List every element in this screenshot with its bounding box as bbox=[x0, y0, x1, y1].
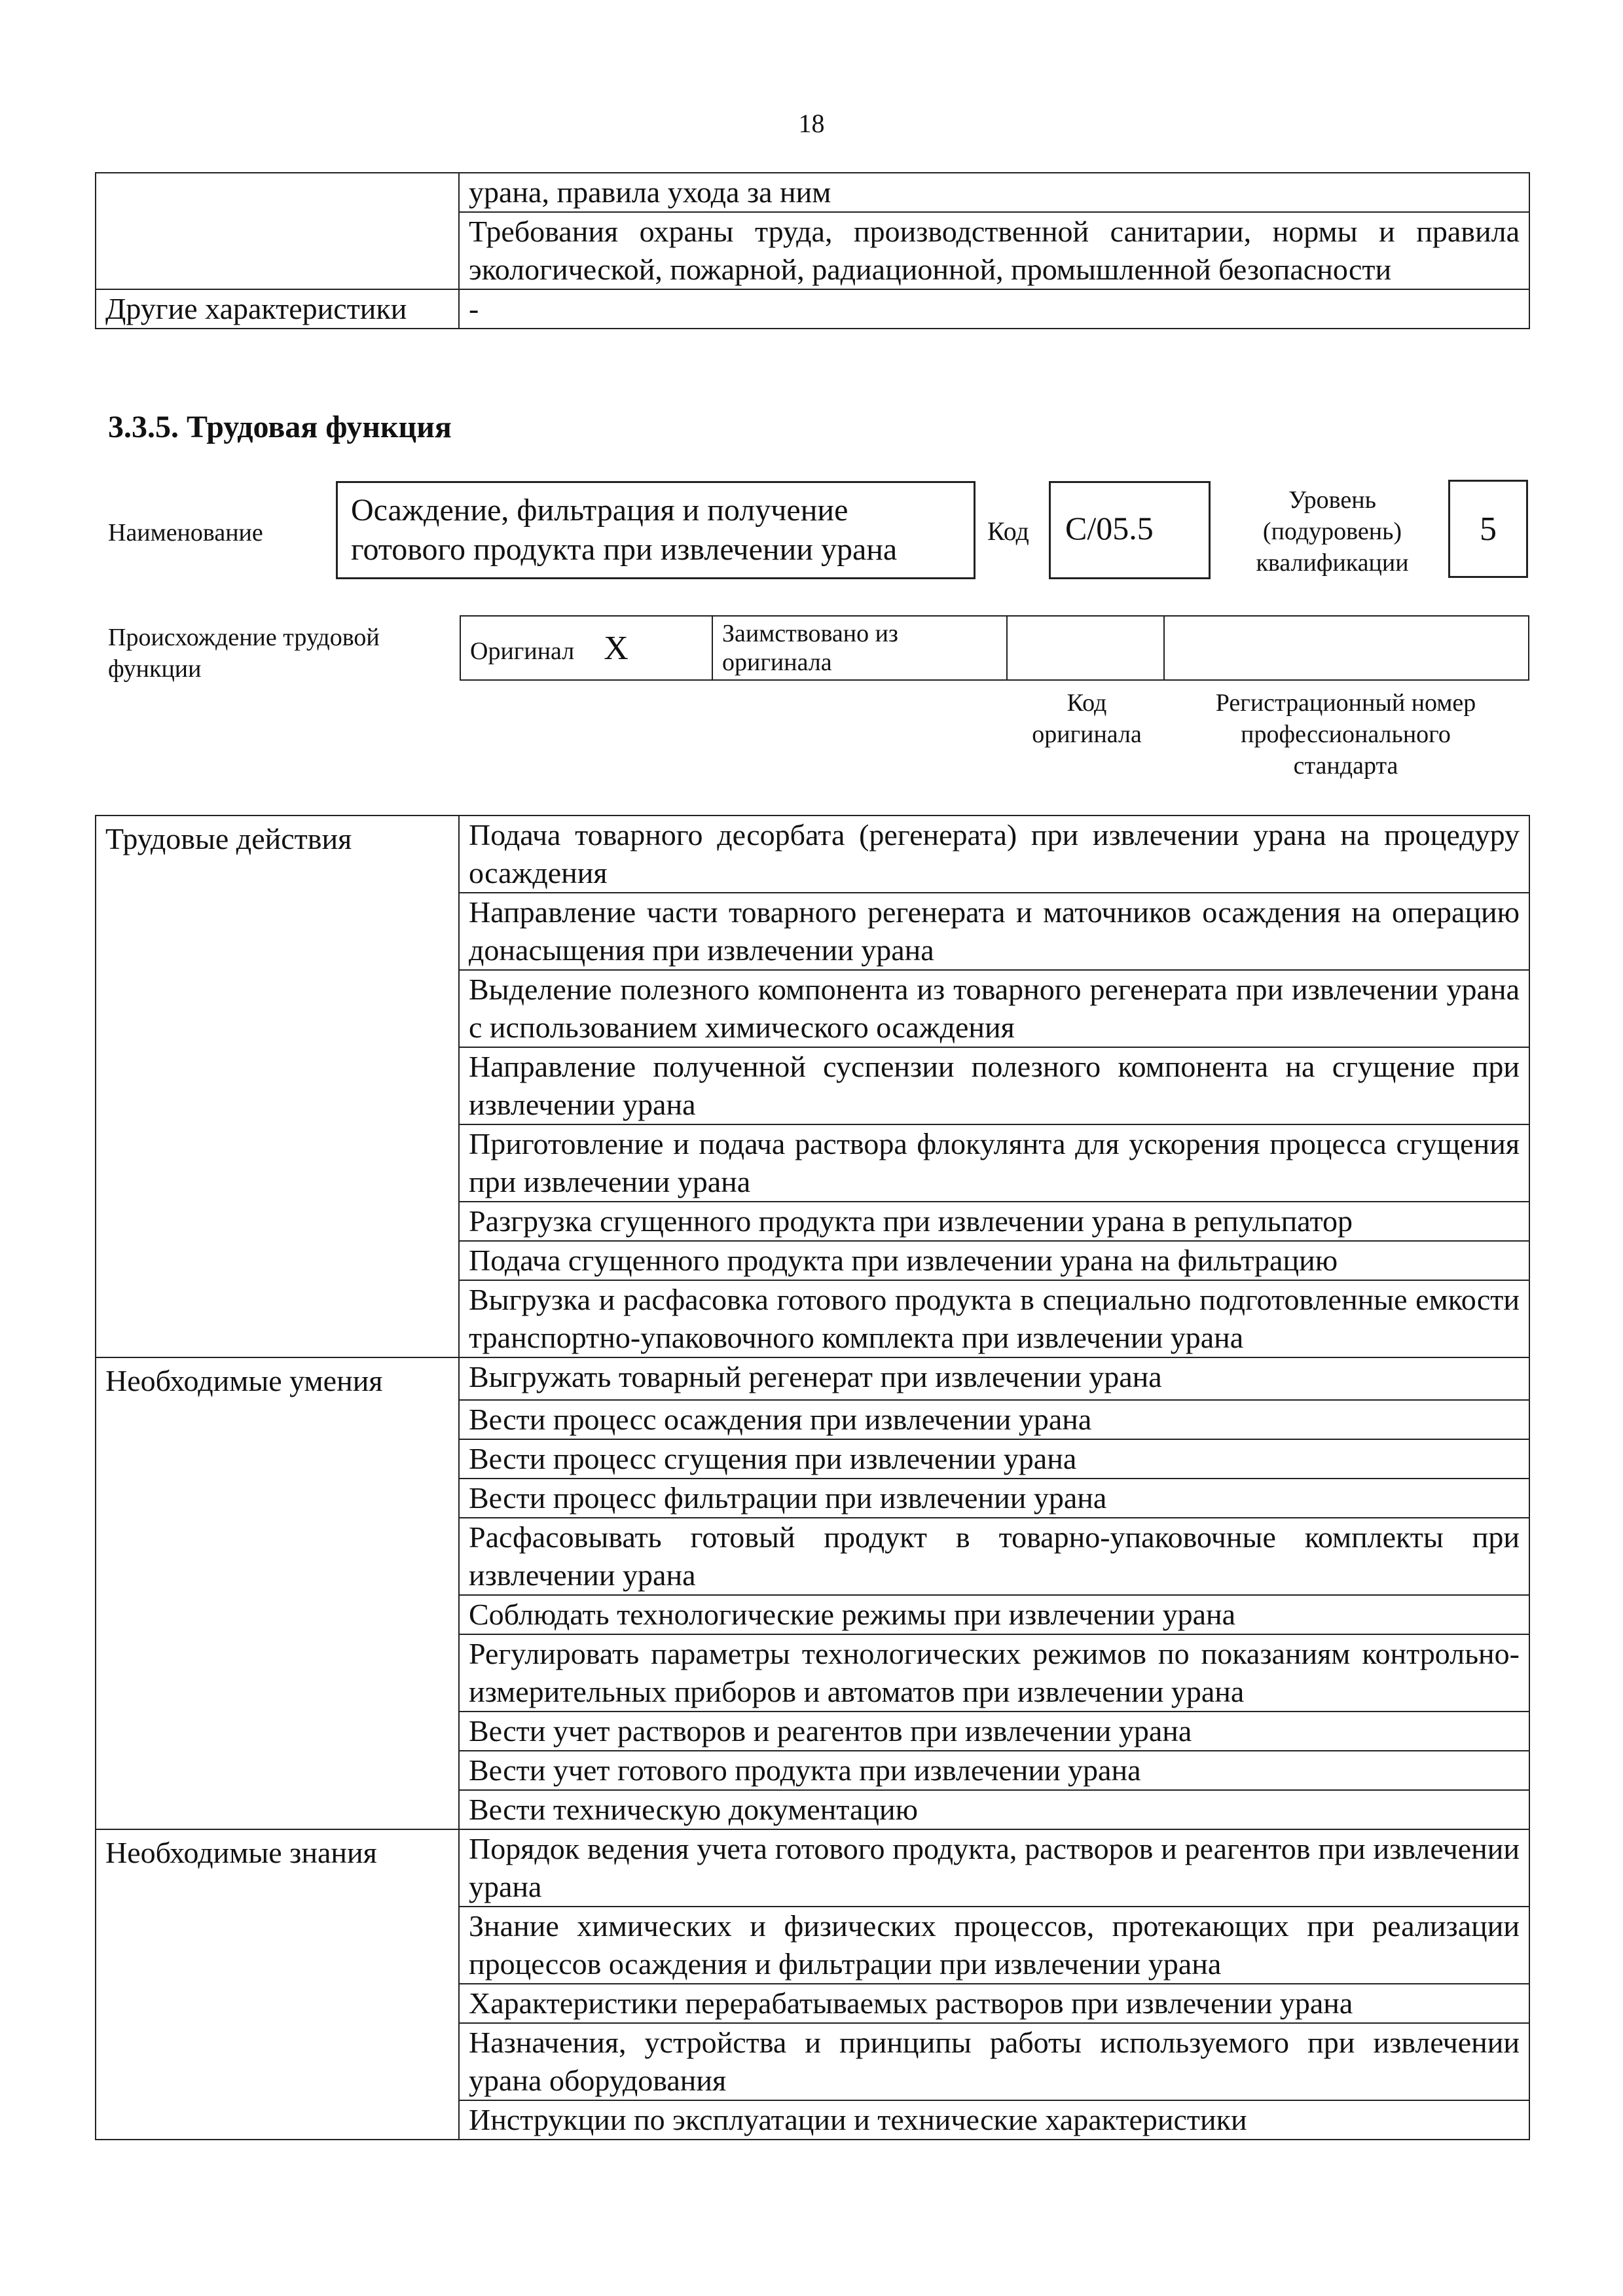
borrowed-cell bbox=[712, 616, 1007, 680]
table-row bbox=[96, 816, 1529, 893]
origin-label bbox=[108, 622, 380, 685]
table-row bbox=[96, 1984, 1529, 2023]
category-continuation bbox=[96, 1984, 459, 2023]
category-continuation bbox=[96, 2023, 459, 2100]
list-item: Инструкции по эксплуатации и технические характеристики bbox=[459, 2100, 1529, 2140]
list-item: Приготовление и подача раствора флокулянта для ускорения процесса сгущения при извлечении урана bbox=[459, 1124, 1529, 1202]
category-continuation bbox=[96, 1712, 459, 1751]
list-item: Подача товарного десорбата (регенерата) при извлечении урана на процедуру осаждения bbox=[459, 816, 1529, 893]
list-item: Соблюдать технологические режимы при извлечении урана bbox=[459, 1595, 1529, 1634]
row-value: Требования охраны труда, производственной санитарии, нормы и правила экологической, пожарной, радиационной, промышленной безопасности bbox=[459, 212, 1529, 289]
category-continuation bbox=[96, 1124, 459, 1202]
level-label-line: Уровень bbox=[1288, 486, 1376, 514]
list-item: Знание химических и физических процессов, протекающих при реализации процессов осаждения и фильтрации при извлечении урана bbox=[459, 1907, 1529, 1984]
table-row bbox=[96, 1124, 1529, 1202]
table-row bbox=[96, 1790, 1529, 1829]
table-row bbox=[96, 1241, 1529, 1280]
table-row bbox=[96, 1357, 1529, 1400]
row-label bbox=[96, 173, 459, 212]
table-row bbox=[96, 173, 1529, 212]
code-label: Код bbox=[987, 516, 1029, 546]
list-item: Вести техническую документацию bbox=[459, 1790, 1529, 1829]
table-row bbox=[96, 1595, 1529, 1634]
original-cell bbox=[460, 616, 712, 680]
list-item: Выгружать товарный регенерат при извлечении урана bbox=[459, 1357, 1529, 1400]
table-row bbox=[96, 212, 1529, 289]
continuation-table bbox=[95, 172, 1530, 329]
table-row bbox=[96, 2023, 1529, 2100]
original-mark: X bbox=[604, 629, 629, 667]
category-continuation bbox=[96, 2100, 459, 2140]
table-row bbox=[96, 1907, 1529, 1984]
table-row bbox=[96, 1518, 1529, 1595]
list-item: Порядок ведения учета готового продукта, растворов и реагентов при извлечении урана bbox=[459, 1829, 1529, 1907]
code-note bbox=[1008, 687, 1165, 750]
category-continuation bbox=[96, 1479, 459, 1518]
list-item: Расфасовывать готовый продукт в товарно-упаковочные комплекты при извлечении урана bbox=[459, 1518, 1529, 1595]
list-item: Характеристики перерабатываемых растворов при извлечении урана bbox=[459, 1984, 1529, 2023]
table-row bbox=[96, 2100, 1529, 2140]
level-label bbox=[1234, 484, 1431, 579]
table-row bbox=[96, 1280, 1529, 1357]
category-continuation bbox=[96, 1790, 459, 1829]
category-continuation bbox=[96, 1400, 459, 1439]
table-row bbox=[96, 1400, 1529, 1439]
category-continuation bbox=[96, 1439, 459, 1479]
table-row bbox=[96, 289, 1529, 329]
category-continuation bbox=[96, 970, 459, 1047]
category-label: Необходимые умения bbox=[96, 1357, 459, 1400]
category-continuation bbox=[96, 1202, 459, 1241]
function-details-table bbox=[95, 815, 1530, 2140]
list-item: Вести учет растворов и реагентов при извлечении урана bbox=[459, 1712, 1529, 1751]
table-row bbox=[96, 970, 1529, 1047]
row-value: урана, правила ухода за ним bbox=[459, 173, 1529, 212]
table-row bbox=[96, 1829, 1529, 1907]
list-item: Подача сгущенного продукта при извлечении урана на фильтрацию bbox=[459, 1241, 1529, 1280]
level-value-box: 5 bbox=[1448, 480, 1528, 578]
list-item: Вести процесс сгущения при извлечении урана bbox=[459, 1439, 1529, 1479]
row-label: Другие характеристики bbox=[96, 289, 459, 329]
category-continuation bbox=[96, 1751, 459, 1790]
borrowed-label: оригинала bbox=[722, 649, 832, 676]
list-item: Выгрузка и расфасовка готового продукта в специально подготовленные емкости транспортно-упаковочного комплекта при извлечении урана bbox=[459, 1280, 1529, 1357]
borrowed-label: Заимствовано из bbox=[722, 620, 898, 647]
list-item: Направление полученной суспензии полезного компонента на сгущение при извлечении урана bbox=[459, 1047, 1529, 1124]
origin-code-cell bbox=[1007, 616, 1164, 680]
category-continuation bbox=[96, 1280, 459, 1357]
list-item: Назначения, устройства и принципы работы используемого при извлечении урана оборудования bbox=[459, 2023, 1529, 2100]
registration-number-cell bbox=[1164, 616, 1529, 680]
name-label: Наименование bbox=[108, 519, 263, 547]
category-continuation bbox=[96, 1595, 459, 1634]
category-continuation bbox=[96, 1907, 459, 1984]
category-continuation bbox=[96, 893, 459, 970]
origin-table bbox=[460, 615, 1529, 681]
function-code-box: C/05.5 bbox=[1049, 481, 1211, 579]
list-item: Вести учет готового продукта при извлечении урана bbox=[459, 1751, 1529, 1790]
code-note-line: оригинала bbox=[1032, 721, 1142, 748]
table-row bbox=[96, 1634, 1529, 1712]
code-note-line: Код bbox=[1067, 689, 1107, 717]
list-item: Направление части товарного регенерата и маточников осаждения на операцию донасыщения при извлечении урана bbox=[459, 893, 1529, 970]
table-row bbox=[96, 1202, 1529, 1241]
list-item: Вести процесс осаждения при извлечении урана bbox=[459, 1400, 1529, 1439]
origin-label-line: функции bbox=[108, 655, 202, 683]
list-item: Выделение полезного компонента из товарного регенерата при извлечении урана с использованием химического осаждения bbox=[459, 970, 1529, 1047]
table-row bbox=[96, 1439, 1529, 1479]
registration-note-line: стандарта bbox=[1293, 752, 1398, 780]
page-number: 18 bbox=[798, 109, 825, 138]
category-continuation bbox=[96, 1047, 459, 1124]
category-continuation bbox=[96, 1634, 459, 1712]
row-value: - bbox=[459, 289, 1529, 329]
list-item: Регулировать параметры технологических режимов по показаниям контрольно-измерительных приборов и автоматов при извлечении урана bbox=[459, 1634, 1529, 1712]
registration-note-line: профессионального bbox=[1241, 721, 1451, 748]
registration-note-line: Регистрационный номер bbox=[1215, 689, 1476, 717]
original-label: Оригинал bbox=[470, 637, 575, 665]
level-label-line: (подуровень) bbox=[1262, 518, 1402, 545]
level-label-line: квалификации bbox=[1256, 549, 1409, 577]
list-item: Разгрузка сгущенного продукта при извлечении урана в репульпатор bbox=[459, 1202, 1529, 1241]
origin-label-line: Происхождение трудовой bbox=[108, 624, 380, 651]
table-row bbox=[96, 1712, 1529, 1751]
registration-note bbox=[1163, 687, 1528, 781]
section-title: 3.3.5. Трудовая функция bbox=[108, 410, 452, 444]
category-label: Трудовые действия bbox=[96, 816, 459, 893]
category-label: Необходимые знания bbox=[96, 1829, 459, 1907]
table-row bbox=[96, 1047, 1529, 1124]
category-continuation bbox=[96, 1518, 459, 1595]
table-row bbox=[96, 1751, 1529, 1790]
function-name-box: Осаждение, фильтрация и получение готового продукта при извлечении урана bbox=[336, 481, 976, 579]
row-label bbox=[96, 212, 459, 289]
list-item: Вести процесс фильтрации при извлечении урана bbox=[459, 1479, 1529, 1518]
table-row bbox=[96, 893, 1529, 970]
category-continuation bbox=[96, 1241, 459, 1280]
table-row bbox=[96, 1479, 1529, 1518]
